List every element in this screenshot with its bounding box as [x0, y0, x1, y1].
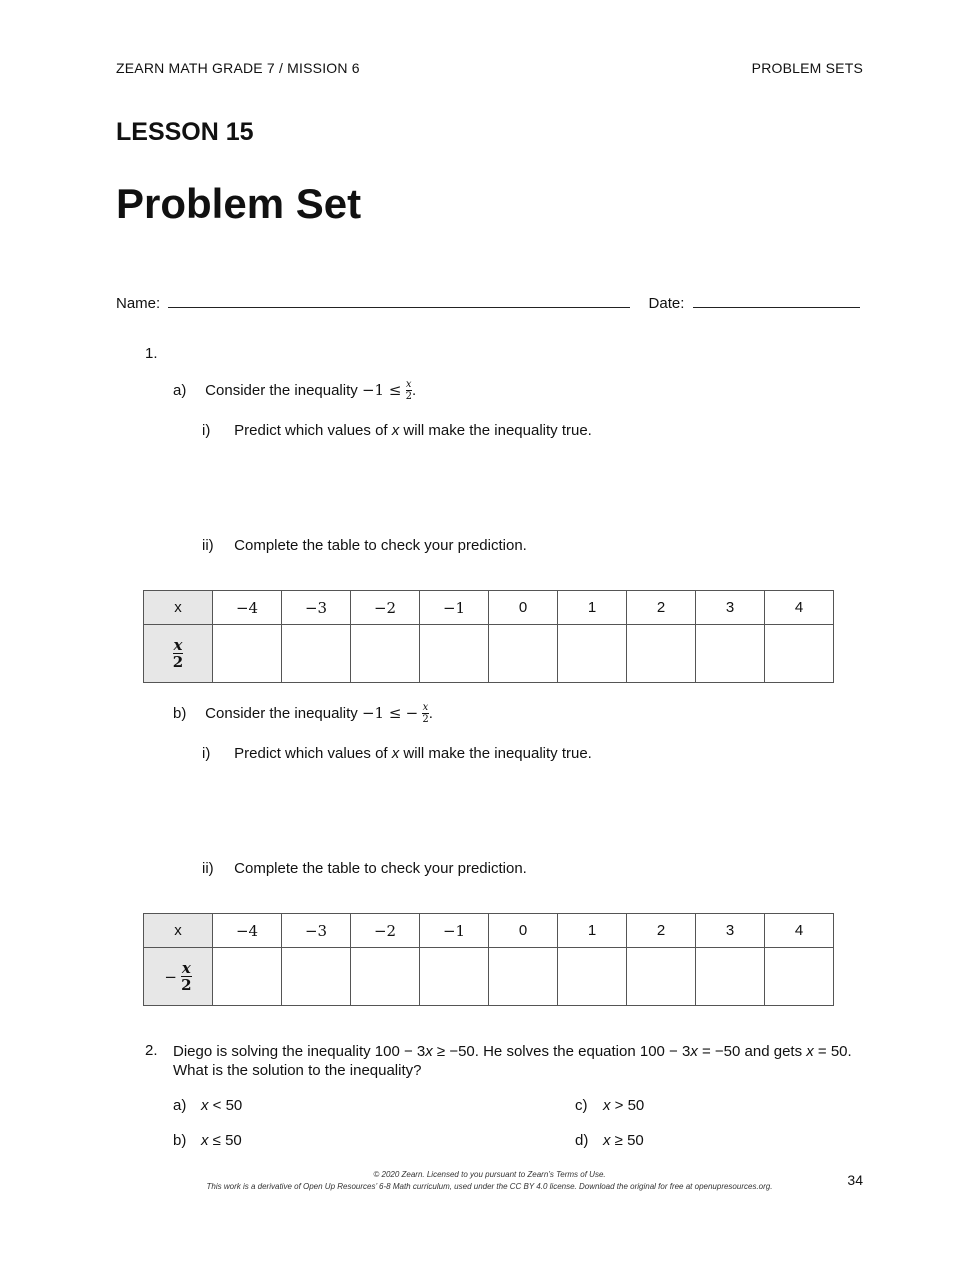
- question-1b-ii: [202, 860, 527, 877]
- table-cell: −4: [213, 914, 282, 948]
- q1b-frac-num: x: [422, 702, 429, 713]
- table-1b: [143, 913, 834, 1006]
- q1b-ii-label: ii): [202, 860, 214, 877]
- page-number: 34: [847, 1172, 863, 1188]
- table-1b-neg: −: [164, 967, 177, 986]
- q1a-i-text-before: Predict which values of: [234, 422, 388, 439]
- table-row: [144, 948, 834, 1006]
- q1a-text: Consider the inequality: [205, 381, 358, 399]
- table-1a-fraction-header: [144, 625, 213, 683]
- option-var: x: [201, 1132, 209, 1149]
- table-1a: [143, 590, 834, 683]
- table-cell: 3: [696, 914, 765, 948]
- q1b-i-text-before: Predict which values of: [234, 745, 388, 762]
- option-text: ≥ 50: [610, 1132, 644, 1149]
- option-var: x: [603, 1132, 611, 1149]
- answer-cell[interactable]: [420, 948, 489, 1006]
- q2-part-4: = 50.: [813, 1043, 852, 1060]
- answer-cell[interactable]: [420, 625, 489, 683]
- answer-cell[interactable]: [282, 948, 351, 1006]
- q1b-ii-text: Complete the table to check your prediction.: [234, 860, 527, 877]
- answer-cell[interactable]: [351, 625, 420, 683]
- header-section: PROBLEM SETS: [751, 60, 863, 76]
- question-1a-i: [202, 422, 592, 439]
- table-row: [144, 625, 834, 683]
- option-text: > 50: [610, 1097, 645, 1114]
- q1a-end: .: [411, 381, 417, 399]
- q1b-i-text-after: will make the inequality true.: [403, 745, 592, 762]
- table-cell: 0: [489, 914, 558, 948]
- question-1-number: 1.: [145, 345, 158, 362]
- table-cell: 1: [558, 914, 627, 948]
- answer-cell[interactable]: [558, 948, 627, 1006]
- q2-part-2: ≥ −50. He solves the equation 100 − 3: [432, 1043, 691, 1060]
- q1b-lhs: −1 ≤: [361, 703, 402, 722]
- table-cell: 2: [627, 591, 696, 625]
- name-label: Name:: [116, 295, 161, 312]
- table-cell: −1: [420, 914, 489, 948]
- option-var: x: [603, 1097, 611, 1114]
- answer-cell[interactable]: [765, 948, 834, 1006]
- q2-part-1: Diego is solving the inequality 100 − 3: [173, 1043, 426, 1060]
- q1a-label: a): [173, 381, 187, 399]
- answer-cell[interactable]: [765, 625, 834, 683]
- option-text: < 50: [208, 1097, 243, 1114]
- q2-var-1: x: [425, 1043, 433, 1060]
- table-row: [144, 591, 834, 625]
- q1b-text: Consider the inequality: [205, 704, 358, 722]
- answer-cell[interactable]: [489, 948, 558, 1006]
- answer-cell[interactable]: [627, 625, 696, 683]
- q1b-end: .: [428, 704, 433, 722]
- date-field[interactable]: [693, 293, 860, 308]
- q2-option-a[interactable]: [173, 1097, 242, 1114]
- table-cell: −4: [213, 591, 282, 625]
- option-label: c): [575, 1097, 588, 1114]
- q2-option-b[interactable]: [173, 1132, 242, 1149]
- q2-option-d[interactable]: [575, 1132, 644, 1149]
- table-1a-frac-num: x: [173, 635, 183, 654]
- q1b-i-label: i): [202, 745, 211, 762]
- table-1b-frac-num: x: [181, 958, 191, 977]
- table-cell: −3: [282, 914, 351, 948]
- q1a-frac-num: x: [405, 379, 412, 390]
- footer-license: This work is a derivative of Open Up Resources’ 6-8 Math curriculum, used under the CC BY 4.0 license. Download the original for free at openupresources.org.: [206, 1182, 773, 1191]
- table-1a-x-header: x: [144, 591, 213, 625]
- question-1a-ii: [202, 537, 527, 554]
- table-1b-frac-den: 2: [181, 975, 192, 994]
- answer-cell[interactable]: [627, 948, 696, 1006]
- question-1b-i: [202, 745, 592, 762]
- question-1a: [173, 380, 416, 402]
- table-cell: 3: [696, 591, 765, 625]
- q1b-neg: −: [405, 703, 419, 722]
- q1a-i-label: i): [202, 422, 211, 439]
- table-cell: 2: [627, 914, 696, 948]
- answer-cell[interactable]: [213, 625, 282, 683]
- answer-cell[interactable]: [696, 625, 765, 683]
- table-cell: −2: [351, 591, 420, 625]
- page-title: Problem Set: [116, 180, 362, 227]
- table-1b-fraction: [181, 958, 192, 994]
- q1a-lhs: −1 ≤: [361, 380, 402, 399]
- table-cell: −1: [420, 591, 489, 625]
- table-cell: −3: [282, 591, 351, 625]
- name-date-row: [116, 293, 860, 312]
- answer-cell[interactable]: [213, 948, 282, 1006]
- answer-cell[interactable]: [351, 948, 420, 1006]
- table-cell: 0: [489, 591, 558, 625]
- q1a-ii-label: ii): [202, 537, 214, 554]
- table-1b-x-header: x: [144, 914, 213, 948]
- table-cell: 1: [558, 591, 627, 625]
- q2-option-c[interactable]: [575, 1097, 644, 1114]
- table-cell: −2: [351, 914, 420, 948]
- footer-copyright: © 2020 Zearn. Licensed to you pursuant to Zearn’s Terms of Use.: [373, 1170, 606, 1179]
- q2-var-3: x: [806, 1043, 814, 1060]
- q2-var-2: x: [690, 1043, 698, 1060]
- header-course: ZEARN MATH GRADE 7 / MISSION 6: [116, 60, 360, 76]
- question-1b: [173, 703, 433, 725]
- q1a-frac-den: 2: [405, 391, 412, 402]
- q1a-i-var: x: [391, 422, 400, 439]
- q2-line-2: What is the solution to the inequality?: [173, 1062, 422, 1079]
- table-cell: 4: [765, 591, 834, 625]
- table-row: [144, 914, 834, 948]
- q1b-frac-den: 2: [422, 714, 429, 725]
- table-1a-fraction: [172, 635, 184, 671]
- table-cell: 4: [765, 914, 834, 948]
- option-label: d): [575, 1132, 589, 1149]
- q1b-i-var: x: [391, 745, 400, 762]
- q1a-ii-text: Complete the table to check your prediction.: [234, 537, 527, 554]
- answer-cell[interactable]: [558, 625, 627, 683]
- answer-cell[interactable]: [696, 948, 765, 1006]
- table-1a-frac-den: 2: [172, 652, 184, 671]
- q1b-label: b): [173, 704, 187, 722]
- option-var: x: [201, 1097, 209, 1114]
- option-label: b): [173, 1132, 187, 1149]
- table-1b-fraction-header: [144, 948, 213, 1006]
- q2-part-3: = −50 and gets: [697, 1043, 807, 1060]
- lesson-label: LESSON 15: [116, 118, 254, 146]
- date-label: Date:: [648, 295, 685, 312]
- option-label: a): [173, 1097, 187, 1114]
- answer-cell[interactable]: [489, 625, 558, 683]
- question-2-text: [173, 1042, 863, 1080]
- question-2-number: 2.: [145, 1042, 158, 1059]
- q1a-i-text-after: will make the inequality true.: [403, 422, 592, 439]
- answer-cell[interactable]: [282, 625, 351, 683]
- name-field[interactable]: [168, 293, 630, 308]
- option-text: ≤ 50: [208, 1132, 242, 1149]
